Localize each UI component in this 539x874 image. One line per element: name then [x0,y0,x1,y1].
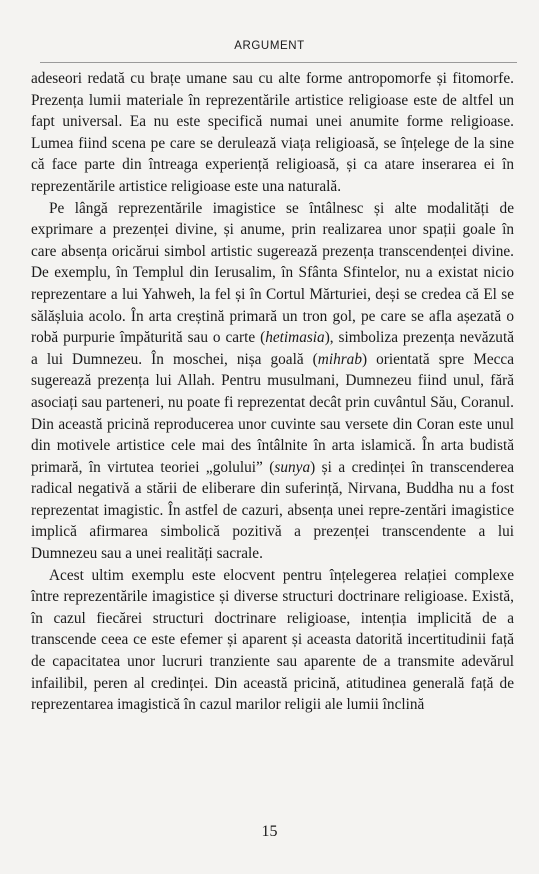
term-hetimasia: hetimasia [265,329,325,347]
running-header: ARGUMENT [234,40,305,52]
paragraph-2-part-c: ) orientată spre Mecca sugerează prezența lui Allah. Pentru musulmani, Dumnezeu fiind unul, fără asociați sau parteneri, nu poate fi reprezentat decât prin cuvântul Său, Coranul. Din această pricină reproducerea unor cuvinte sau versete din Coran este unul din motivele artistice cele mai des întâlnite în arta islamică. În arta budistă primară, în virtutea teoriei „golului” ( [31,350,514,476]
paragraph-2 [31,198,514,565]
page-number: 15 [261,823,278,840]
paragraph-2-part-b: ), simboliza prezența nevăzută a lui Dumnezeu. În moschei, nișa goală ( [31,329,514,368]
paragraph-3: Acest ultim exemplu este elocvent pentru înțelegerea relației complexe între reprezentările imagistice și diverse structuri doctrinare religioase. Există, în cazul fiecărei structuri doctrinare religioase, intenția implicită de a transcende ceea ce este efemer și aparent și aceasta datorită incertitudinii față de capacitatea unor lucruri tranziente sau aparente de a transmite adevărul infailibil, peren al credinței. Din această pricină, atitudinea generală față de reprezentarea imagistică în cazul marilor religii ale lumii înclină [31,566,514,714]
header-rule [40,62,517,63]
paragraph-2-part-d: ) și a credinței în transcenderea radical negativă a stării de eliberare din suferință, Nirvana, Buddha nu a fost reprezentat imagistic. În astfel de cazuri, absența unei repre-zentări imagistice implică afirmarea simbolică pozitivă a prezenței transcendente a lui Dumnezeu sau a unei realități sacrale. [31,458,514,563]
body-text [31,68,514,716]
paragraph-1: adeseori redată cu brațe umane sau cu alte forme antropomorfe și fitomorfe. Prezența lumii materiale în reprezentările artistice religioase este de altfel un fapt universal. Ea nu este specifică numai unei anumite forme religioase. Lumea fiind scena pe care se derulează viața religioasă, se înțelege de la sine că face parte din întreaga experiență religioasă, și ca atare inserarea ei în reprezentările artistice religioase este una naturală. [31,70,514,195]
paragraph-2-part-a: Pe lângă reprezentările imagistice se întâlnesc și alte modalități de exprimare a prezenței divine, și anume, prin realizarea unor spații goale în care absența oricărui simbol artistic sugerează prezența transcendenței divine. De exemplu, în Templul din Ierusalim, în Sfânta Sfintelor, nu a existat nicio reprezentare a lui Yahweh, la fel și în Cortul Mărturiei, deși se credea că El se sălășluia acolo. În arta creștină primară un tron gol, pe care se afla așezată o robă purpurie împăturită sau o carte ( [31,199,514,347]
term-mihrab: mihrab [317,350,362,368]
term-sunya: sunya [274,458,311,476]
